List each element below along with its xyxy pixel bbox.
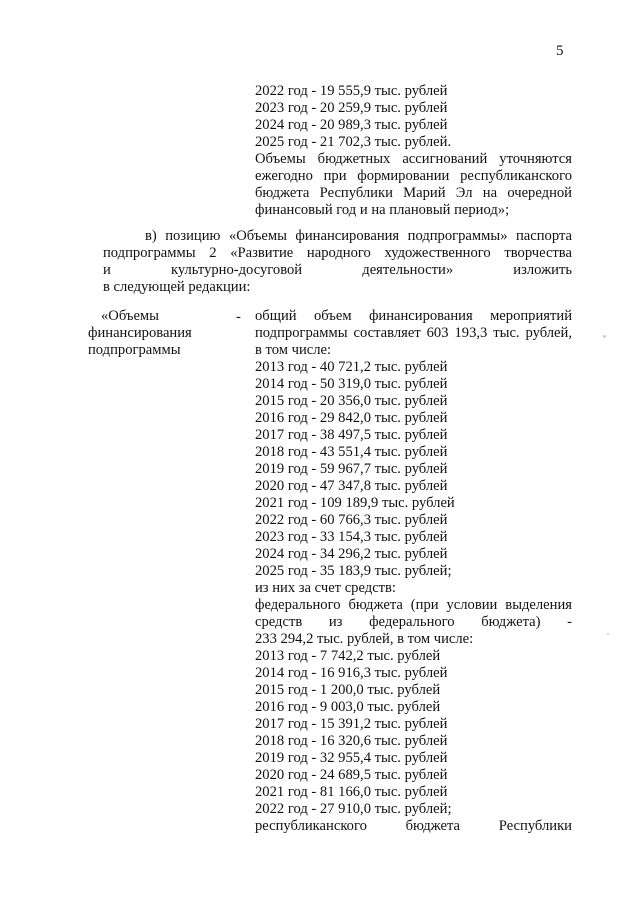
sources-intro: из них за счет средств: xyxy=(255,580,396,596)
total-year-line: 2017 год - 38 497,5 тыс. рублей xyxy=(255,427,448,443)
intro-line: в том числе: xyxy=(255,342,332,358)
total-year-line: 2025 год - 35 183,9 тыс. рублей; xyxy=(255,563,452,579)
federal-year-line: 2015 год - 1 200,0 тыс. рублей xyxy=(255,682,441,698)
page-number: 5 xyxy=(556,43,564,59)
federal-year-line: 2020 год - 24 689,5 тыс. рублей xyxy=(255,767,448,783)
federal-year-line: 2019 год - 32 955,4 тыс. рублей xyxy=(255,750,448,766)
federal-year-line: 2021 год - 81 166,0 тыс. рублей xyxy=(255,784,448,800)
scan-speck xyxy=(607,633,609,635)
top-year-line: 2024 год - 20 989,3 тыс. рублей xyxy=(255,117,448,133)
intro-line: общий объем финансирования мероприятий xyxy=(255,308,572,324)
federal-year-line: 2014 год - 16 916,3 тыс. рублей xyxy=(255,665,448,681)
top-year-line: 2023 год - 20 259,9 тыс. рублей xyxy=(255,100,448,116)
scan-speck xyxy=(603,335,606,338)
top-note-line: финансовый год и на плановый период»; xyxy=(255,202,510,218)
federal-line: федерального бюджета (при условии выделения xyxy=(255,597,572,613)
republic-budget-line: республиканского бюджета Республики xyxy=(255,818,572,834)
paragraph-v-line: подпрограммы 2 «Развитие народного художественного творчества xyxy=(103,245,572,261)
paragraph-v-line: в следующей редакции: xyxy=(103,279,251,295)
federal-year-line: 2018 год - 16 320,6 тыс. рублей xyxy=(255,733,448,749)
row-label-line: финансирования xyxy=(88,325,192,341)
total-year-line: 2014 год - 50 319,0 тыс. рублей xyxy=(255,376,448,392)
federal-year-line: 2013 год - 7 742,2 тыс. рублей xyxy=(255,648,441,664)
federal-line: средств из федерального бюджета) - xyxy=(255,614,572,630)
total-year-line: 2015 год - 20 356,0 тыс. рублей xyxy=(255,393,448,409)
top-year-line: 2022 год - 19 555,9 тыс. рублей xyxy=(255,83,448,99)
total-year-line: 2013 год - 40 721,2 тыс. рублей xyxy=(255,359,448,375)
total-year-line: 2020 год - 47 347,8 тыс. рублей xyxy=(255,478,448,494)
paragraph-v-line: и культурно-досуговой деятельности» изложить xyxy=(103,262,572,278)
federal-year-line: 2016 год - 9 003,0 тыс. рублей xyxy=(255,699,441,715)
total-year-line: 2019 год - 59 967,7 тыс. рублей xyxy=(255,461,448,477)
total-year-line: 2018 год - 43 551,4 тыс. рублей xyxy=(255,444,448,460)
federal-year-line: 2022 год - 27 910,0 тыс. рублей; xyxy=(255,801,452,817)
total-year-line: 2023 год - 33 154,3 тыс. рублей xyxy=(255,529,448,545)
paragraph-v-line: в) позицию «Объемы финансирования подпрограммы» паспорта xyxy=(145,228,572,244)
federal-year-line: 2017 год - 15 391,2 тыс. рублей xyxy=(255,716,448,732)
total-year-line: 2016 год - 29 842,0 тыс. рублей xyxy=(255,410,448,426)
top-note-line: ежегодно при формировании республиканского xyxy=(255,168,572,184)
row-label-line: «Объемы xyxy=(101,308,159,324)
top-note-line: Объемы бюджетных ассигнований уточняются xyxy=(255,151,572,167)
federal-line: 233 294,2 тыс. рублей, в том числе: xyxy=(255,631,474,647)
total-year-line: 2021 год - 109 189,9 тыс. рублей xyxy=(255,495,455,511)
total-year-line: 2022 год - 60 766,3 тыс. рублей xyxy=(255,512,448,528)
total-year-line: 2024 год - 34 296,2 тыс. рублей xyxy=(255,546,448,562)
intro-line: подпрограммы составляет 603 193,3 тыс. рублей, xyxy=(255,325,572,341)
row-label-line: подпрограммы xyxy=(88,342,181,358)
top-year-line: 2025 год - 21 702,3 тыс. рублей. xyxy=(255,134,452,150)
row-dash: - xyxy=(236,309,241,325)
top-note-line: бюджета Республики Марий Эл на очередной xyxy=(255,185,572,201)
